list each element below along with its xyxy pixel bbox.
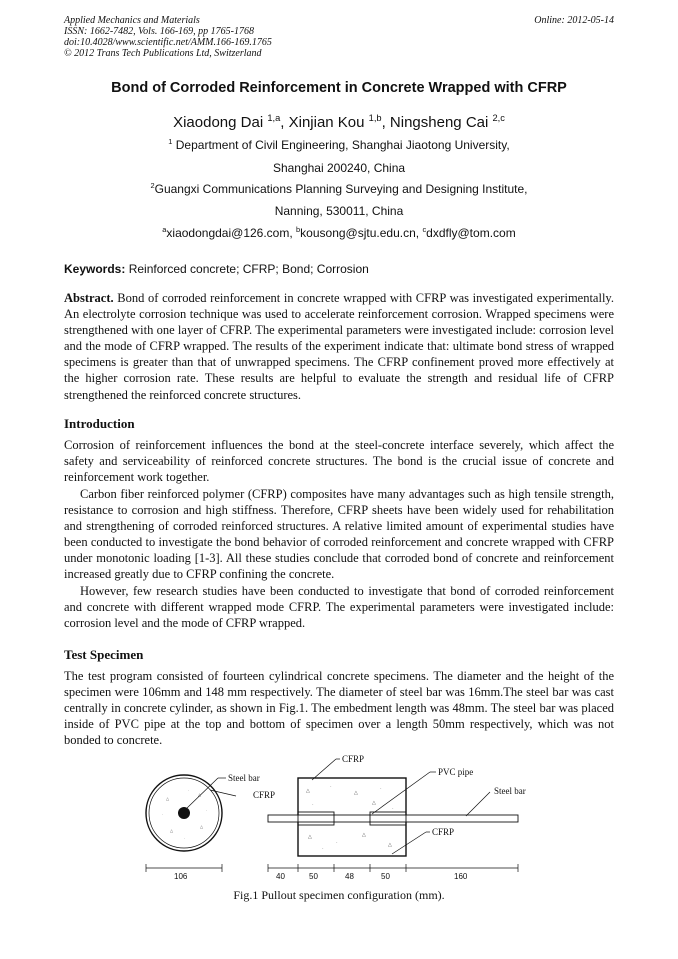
dim-48: 48 [345,872,354,881]
author-list [0,114,678,131]
affiliation-2-line-1 [0,182,678,196]
affiliation-text: Guangxi Communications Planning Surveying and Designing Institute, [154,182,528,196]
affiliation-superscript: 2 [150,181,155,190]
author-superscript: 1,a [267,113,281,123]
steel-bar-right-leader [466,792,490,816]
figure-caption: Fig.1 Pullout specimen configuration (mm). [233,888,445,902]
label-cfrp-top: CFRP [342,754,365,764]
svg-text:△: △ [166,796,170,801]
affiliation-2-line-2: Nanning, 530011, China [274,204,404,218]
online-date: Online: 2012-05-14 [534,15,614,26]
email-superscript: a [162,225,167,234]
abstract-label: Abstract. [64,291,114,305]
paper-title: Bond of Corroded Reinforcement in Concrete Wrapped with CFRP [111,80,567,96]
email-address[interactable]: dxdfly@tom.com [426,226,516,240]
affiliation-1-line-1 [0,138,678,152]
longitudinal-section-drawing [268,754,526,881]
introduction-paragraph-2: Carbon fiber reinforced polymer (CFRP) composites have many advantages such as high tensile strength, resistance to corrosion and high stiffness. Therefore, CFRP sheets have been widely used for rehabilitation and strengthening of corroded reinforced structures. A relative limited amount of experimental studies have been conducted to investigate the bond behavior of corroded reinforcement and concrete wrapped with CFRP under monotonic loading [1-3]. All these studies conclude that corroded bond of concrete and reinforcement increased greatly due to CFRP confining the concrete. [64,487,614,582]
steel-bar-section [178,807,190,819]
journal-header [64,15,272,59]
author-superscript: 2,c [492,113,505,123]
svg-text:·: · [380,787,382,792]
introduction-paragraph-1: Corrosion of reinforcement influences the bond at the steel-concrete interface severely, which affect the safety and serviceability of reinforced concrete structures. The bond is the crucial issue of concrete and reinforcement work together. [64,438,614,485]
email-address[interactable]: xiaodongdai@126.com, [166,226,297,240]
pullout-specimen-figure [140,748,540,888]
introduction-heading: Introduction [64,416,135,431]
keywords [64,262,369,276]
steel-bar-longitudinal [268,815,518,822]
affiliation-text: Department of Civil Engineering, Shanghai Jiaotong University, [172,138,510,152]
label-pvc-pipe: PVC pipe [438,767,474,777]
label-cfrp-bottom: CFRP [432,827,455,837]
email-address[interactable]: kousong@sjtu.edu.cn, [300,226,423,240]
affiliation-1-line-2: Shanghai 200240, China [272,161,406,175]
affiliation-superscript: 1 [168,137,173,146]
label-steel-bar-left: Steel bar [228,773,260,783]
svg-text:△: △ [306,789,310,794]
svg-text:·: · [312,803,314,808]
keywords-label: Keywords: [64,262,126,276]
author-name: , Xinjian Kou [280,114,369,131]
dim-50-bottom: 50 [381,872,390,881]
svg-text:△: △ [372,801,376,806]
journal-name: Applied Mechanics and Materials [64,15,200,26]
svg-text:△: △ [308,835,312,840]
dim-40: 40 [276,872,285,881]
svg-text:△: △ [198,792,202,797]
svg-text:·: · [392,807,394,812]
email-superscript: c [422,225,427,234]
label-cfrp-left: CFRP [253,790,276,800]
author-superscript: 1,b [368,113,382,123]
cfrp-top-leader [312,759,336,780]
test-specimen-heading: Test Specimen [64,647,144,662]
label-steel-bar-right: Steel bar [494,786,526,796]
dim-50-top: 50 [309,872,318,881]
introduction-paragraph-3: However, few research studies have been conducted to investigate that bond of corroded reinforcement and concrete with different wrapped mode CFRP. The experimental parameters were investigated include: corrosion level and the mode of CFRP wrapped. [64,584,614,631]
test-specimen-paragraph: The test program consisted of fourteen cylindrical concrete specimens. The diameter and the height of the specimen were 106mm and 148 mm respectively. The diameter of steel bar was 16mm.The steel bar was cast centrally in concrete cylinder, as shown in Fig.1. The embedment length was 48mm. The steel bar was placed inside of PVC pipe at the top and bottom of specimen over a length 50mm respectively, which was not bonded to concrete. [64,669,614,748]
svg-text:△: △ [362,833,366,838]
svg-text:△: △ [388,843,392,848]
author-name: Xiaodong Dai [173,114,268,131]
issn-line: ISSN: 1662-7482, Vols. 166-169, pp 1765-1768 [64,26,254,37]
cross-section-drawing [146,773,275,881]
email-line [0,226,678,240]
svg-text:·: · [184,836,186,841]
doi-line: doi:10.4028/www.scientific.net/AMM.166-169.1765 [64,37,272,48]
svg-text:△: △ [200,824,204,829]
svg-text:△: △ [170,828,174,833]
dim-160: 160 [454,872,468,881]
author-name: , Ningsheng Cai [381,114,493,131]
svg-text:·: · [162,812,164,817]
svg-text:·: · [330,785,332,790]
keywords-text: Reinforced concrete; CFRP; Bond; Corrosion [125,262,369,276]
svg-text:·: · [206,808,208,813]
svg-text:·: · [336,841,338,846]
abstract-text: Bond of corroded reinforcement in concrete wrapped with CFRP was investigated experimentally. An electrolyte corrosion technique was used to accelerate reinforcement corrosion. Wrapped specimens were strengthened with one layer of CFRP. The experimental parameters were investigated include: corrosion level and the mode of CFRP wrapped. The results of the experiment indicate that: ultimate bond stress of wrapped specimens is greater than that of unwrapped specimens. The CFRP confinement proved more effectively at the higher corrosion rate. These results are helpful to evaluate the strength and residual life of CFRP strengthened the reinforced concrete structures. [64,291,614,402]
svg-text:·: · [188,788,190,793]
copyright-line: © 2012 Trans Tech Publications Ltd, Switzerland [64,48,262,59]
svg-text:·: · [322,847,324,852]
dim-106: 106 [174,872,188,881]
abstract [64,290,614,403]
svg-text:△: △ [354,791,358,796]
email-superscript: b [296,225,301,234]
